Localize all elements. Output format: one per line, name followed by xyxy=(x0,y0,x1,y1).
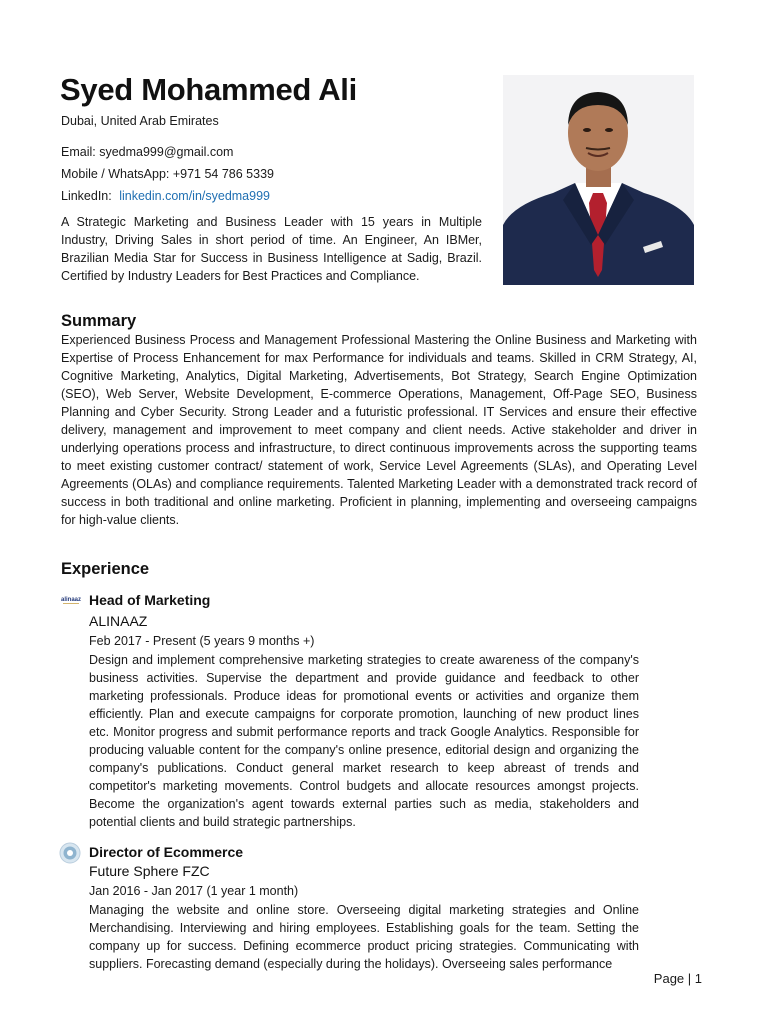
job-dates: Jan 2016 - Jan 2017 (1 year 1 month) xyxy=(89,884,299,898)
experience-heading: Experience xyxy=(61,560,150,578)
summary-heading: Summary xyxy=(61,312,137,330)
email-line[interactable]: Email: syedma999@gmail.com xyxy=(61,145,234,159)
svg-text:alinaaz: alinaaz xyxy=(60,597,82,603)
alinaaz-logo-icon xyxy=(60,591,82,607)
intro-paragraph: A Strategic Marketing and Business Leader with 15 years in Multiple Industry, Driving Sales in short period of time. An Engineer, An IBMer, Brazilian Media Star for Success in Business Intelligence at Sadig, Brazil. Certified by Industry Leaders for Best Practices and Compliance. xyxy=(61,215,482,283)
job-dates: Feb 2017 - Present (5 years 9 months +) xyxy=(89,634,315,648)
linkedin-line xyxy=(61,188,270,204)
candidate-name: Syed Mohammed Ali xyxy=(60,72,357,107)
page-number: Page | 1 xyxy=(653,971,702,986)
job-description: Design and implement comprehensive marketing strategies to create awareness of the company's business activities. Supervise the department and provide guidance and feedback to other marketing professionals. Produce ideas for promotional events or activities and organize them efficiently. Plan and execute campaigns for corporate promotion, launching of new product lines etc. Monitor progress and submit performance reports and track Google Analytics. Responsible for producing valuable content for the company's online presence, editorial design and organizing the company's publications. Conduct general market research to keep abreast of trends and competitor's marketing movements. Control budgets and allocate resources amongst projects. Become the organization's agent towards external parties such as media, stakeholders and potential clients and build strategic partnerships. xyxy=(89,653,639,829)
job-company: Future Sphere FZC xyxy=(89,863,210,879)
job-title: Head of Marketing xyxy=(89,592,211,608)
job-description: Managing the website and online store. Overseeing digital marketing strategies and Online Merchandising. Interviewing and hiring employees. Establishing goals for the team. Setting the company up for success. Defining ecommerce product pricing strategies. Communicating with suppliers. Forecasting demand (especially during the holidays). Overseeing sales performance xyxy=(89,903,639,971)
job-company: ALINAAZ xyxy=(89,613,148,629)
linkedin-label: LinkedIn: xyxy=(61,189,112,203)
job-title: Director of Ecommerce xyxy=(89,844,244,860)
profile-photo xyxy=(503,75,694,285)
mobile-line: Mobile / WhatsApp: +971 54 786 5339 xyxy=(61,167,274,181)
linkedin-link[interactable]: linkedin.com/in/syedma999 xyxy=(119,189,270,203)
summary-text: Experienced Business Process and Management Professional Mastering the Online Business and Marketing with Expertise of Process Enhancement for max Performance for individuals and teams. Skilled in CRM Strategy, AI, Cognitive Marketing, Analytics, Digital Marketing, Advertisements, Bot Strategy, Search Engine Optimization (SEO), Web Server, Website Development, E-commerce Operations, Management, Off-Page SEO, Business Planning and Cyber Security. Strong Leader and a futuristic professional. IT Services and ensure their effective delivery, management and improvement to meet company and client needs. Active stakeholder and driver in underlying operations process and infrastructure, to direct continuous improvements across the supporting teams to meet existing customer contract/ statement of work, Service Level Agreements (SLAs), and Operating Level Agreements (OLAs) and compliance requirements. Talented Marketing Leader with a demonstrated track record of success in both traditional and online marketing. Proficient in planning, implementing and overseeing campaigns for high-value clients. xyxy=(61,333,697,527)
future-sphere-logo-icon xyxy=(59,842,81,864)
location: Dubai, United Arab Emirates xyxy=(61,114,219,128)
